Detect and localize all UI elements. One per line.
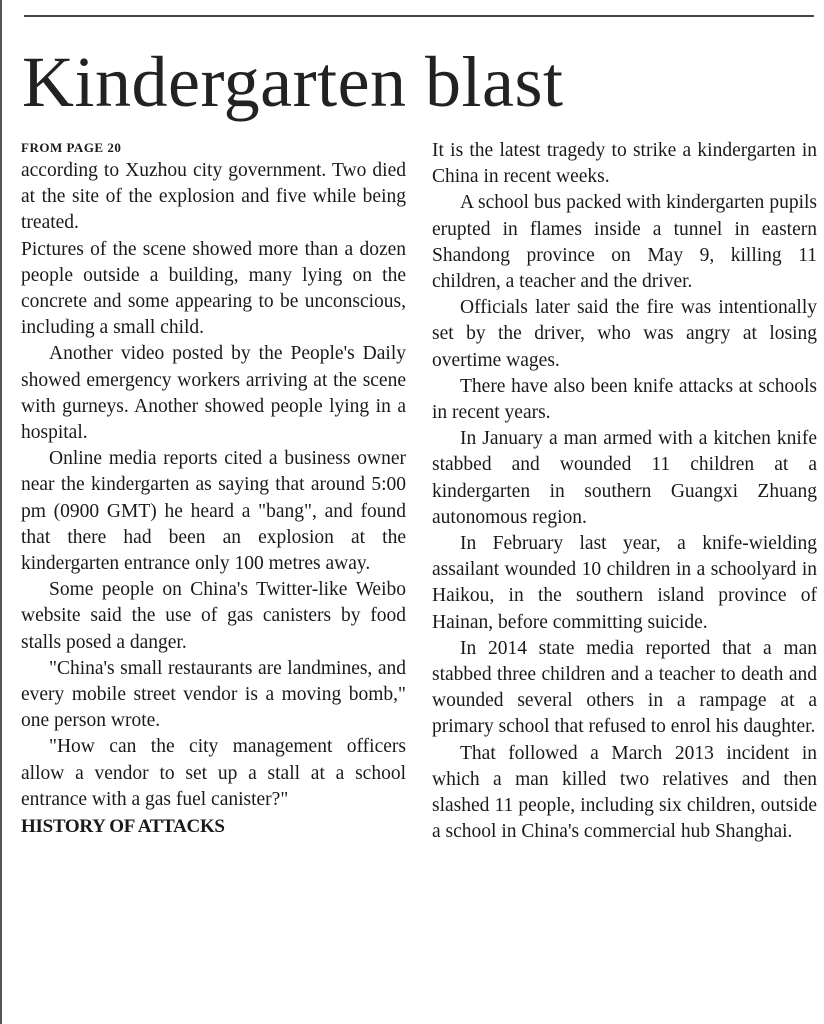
paragraph: Some people on China's Twitter-like Weibo website said the use of gas canisters by food stalls posed a danger. — [21, 579, 406, 653]
paragraph: There have also been knife attacks at schools in recent years. — [432, 375, 817, 424]
paragraph: Online media reports cited a business owner near the kindergarten as saying that around 5:00 pm (0900 GMT) he heard a "bang", and found that there had been an explosion at the kindergarten entrance only 100 metres away. — [21, 448, 406, 575]
paragraph: In January a man armed with a kitchen knife stabbed and wounded 11 children at a kindergarten in southern Guangxi Zhuang autonomous region. — [432, 428, 817, 528]
left-column — [21, 138, 406, 841]
paragraph: according to Xuzhou city government. Two died at the site of the explosion and five while being treated. — [21, 160, 406, 234]
top-rule — [24, 15, 814, 17]
paragraph: In 2014 state media reported that a man stabbed three children and a teacher to death and wounded several others in a rampage at a primary school that refused to enrol his daughter. — [432, 637, 817, 738]
paragraph: That followed a March 2013 incident in which a man killed two relatives and then slashed 11 people, including six children, outside a school in China's commercial hub Shanghai. — [432, 742, 817, 843]
kicker: FROM PAGE 20 — [21, 140, 122, 155]
paragraph: In February last year, a knife-wielding assailant wounded 10 children in a schoolyard in Haikou, in the southern island province of Hainan, before committing suicide. — [432, 533, 817, 633]
paragraph: A school bus packed with kindergarten pupils erupted in flames inside a tunnel in eastern Shandong province on May 9, killing 11 children, a teacher and the driver. — [432, 192, 817, 293]
right-column — [432, 138, 817, 845]
paragraph: Another video posted by the People's Daily showed emergency workers arriving at the scene with gurneys. Another showed people lying in a hospital. — [21, 343, 406, 444]
paragraph: "How can the city management officers allow a vendor to set up a stall at a school entrance with a gas fuel canister?" — [21, 736, 406, 810]
paragraph: It is the latest tragedy to strike a kindergarten in China in recent weeks. — [432, 140, 817, 188]
paragraph: "China's small restaurants are landmines, and every mobile street vendor is a moving bomb," one person wrote. — [21, 657, 406, 732]
subhead: HISTORY OF ATTACKS — [21, 816, 225, 838]
paragraph: Officials later said the fire was intentionally set by the driver, who was angry at losing overtime wages. — [432, 297, 817, 371]
paragraph: Pictures of the scene showed more than a dozen people outside a building, many lying on the concrete and some appearing to be unconscious, including a small child. — [21, 238, 406, 339]
headline: Kindergarten blast — [22, 42, 564, 122]
